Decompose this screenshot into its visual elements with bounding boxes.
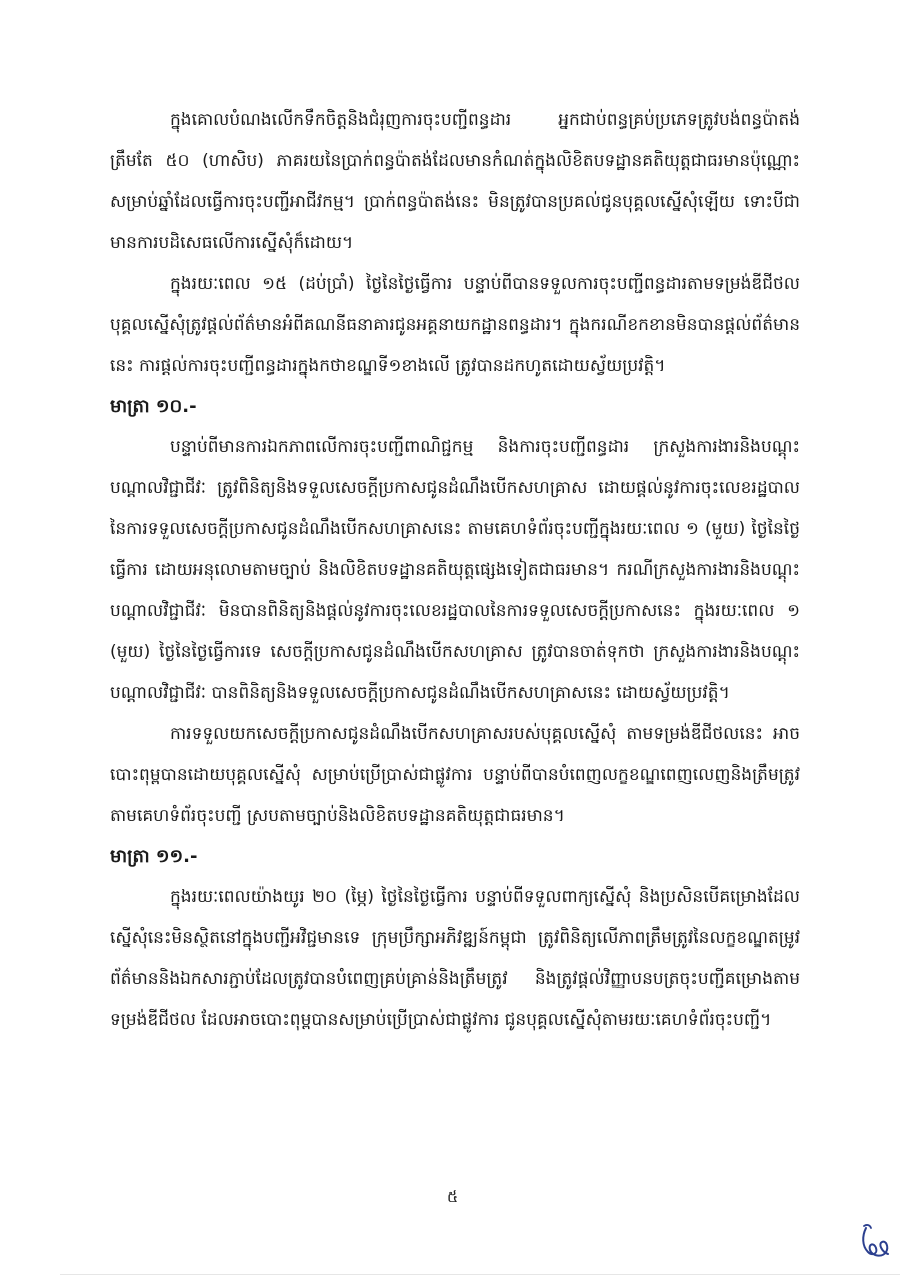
document-body xyxy=(110,100,800,1041)
paragraph-digital-print: ការទទួលយកសេចក្តីប្រកាសជូនដំណឹងបើកសហគ្រាសរបស់បុគ្គលស្នើសុំ តាមទម្រង់ឌីជីថលនេះ អាចបោះពុម្ពបានដោយបុគ្គលស្នើសុំ សម្រាប់ប្រើប្រាស់ជាផ្លូវការ បន្ទាប់ពីបានបំពេញលក្ខខណ្ឌពេញលេញនិងត្រឹមត្រូវតាមគេហទំព័រចុះបញ្ជី ស្របតាមច្បាប់និងលិខិតបទដ្ឋានគតិយុត្តជាធរមាន។ xyxy=(110,724,800,826)
handwritten-initials-icon xyxy=(858,1222,892,1262)
bottom-divider xyxy=(60,1274,900,1275)
article-10-heading: មាត្រា ១០.- xyxy=(110,396,197,417)
paragraph-tax-incentive: ក្នុងគោលបំណងលើកទឹកចិត្តនិងជំរុញការចុះបញ្ជីពន្ធដារ អ្នកជាប់ពន្ធគ្រប់ប្រភេទត្រូវបង់ពន្ធប៉ាតង់ត្រឹមតែ ៥០ (ហាសិប) ភាគរយនៃប្រាក់ពន្ធប៉ាតង់ដែលមានកំណត់ក្នុងលិខិតបទដ្ឋានគតិយុត្តជាធរមានប៉ុណ្ណោះ សម្រាប់ឆ្នាំដែលធ្វើការចុះបញ្ជីអាជីវកម្ម។ ប្រាក់ពន្ធប៉ាតង់នេះ មិនត្រូវបានប្រគល់ជូនបុគ្គលស្នើសុំឡើយ ទោះបីជាមានការបដិសេធលើការស្នើសុំក៏ដោយ។ xyxy=(110,110,800,253)
page-number: ៥ xyxy=(446,1187,459,1206)
paragraph-bank-account: ក្នុងរយៈពេល ១៥ (ដប់ប្រាំ) ថ្ងៃនៃថ្ងៃធ្វើការ បន្ទាប់ពីបានទទួលការចុះបញ្ជីពន្ធដារតាមទម្រង់ឌីជីថល បុគ្គលស្នើសុំត្រូវផ្តល់ព័ត៌មានអំពីគណនីធនាគារជូនអគ្គនាយកដ្ឋានពន្ធដារ។ ក្នុងករណីខកខានមិនបានផ្តល់ព័ត៌មាននេះ ការផ្តល់ការចុះបញ្ជីពន្ធដារក្នុងកថាខណ្ឌទី១ខាងលើ ត្រូវបានដកហូតដោយស្វ័យប្រវត្តិ។ xyxy=(110,274,800,376)
article-11-heading: មាត្រា ១១.- xyxy=(110,846,198,867)
paragraph-enterprise-declaration: បន្ទាប់ពីមានការឯកភាពលើការចុះបញ្ជីពាណិជ្ជកម្ម និងការចុះបញ្ជីពន្ធដារ ក្រសួងការងារនិងបណ្តុះបណ្តាលវិជ្ជាជីវៈ ត្រូវពិនិត្យនិងទទួលសេចក្តីប្រកាសជូនដំណឹងបើកសហគ្រាស ដោយផ្តល់នូវការចុះលេខរដ្ឋបាលនៃការទទួលសេចក្តីប្រកាសជូនដំណឹងបើកសហគ្រាសនេះ តាមគេហទំព័រចុះបញ្ជីក្នុងរយៈពេល ១ (មួយ) ថ្ងៃនៃថ្ងៃធ្វើការ ដោយអនុលោមតាមច្បាប់ និងលិខិតបទដ្ឋានគតិយុត្តផ្សេងទៀតជាធរមាន។ ករណីក្រសួងការងារនិងបណ្តុះបណ្តាលវិជ្ជាជីវៈ មិនបានពិនិត្យនិងផ្តល់នូវការចុះលេខរដ្ឋបាលនៃការទទួលសេចក្តីប្រកាសនេះ ក្នុងរយៈពេល ១ (មួយ) ថ្ងៃនៃថ្ងៃធ្វើការទេ សេចក្តីប្រកាសជូនដំណឹងបើកសហគ្រាស ត្រូវបានចាត់ទុកថា ក្រសួងការងារនិងបណ្តុះបណ្តាលវិជ្ជាជីវៈ បានពិនិត្យនិងទទួលសេចក្តីប្រកាសជូនដំណឹងបើកសហគ្រាសនេះ ដោយស្វ័យប្រវត្តិ។ xyxy=(110,437,800,703)
paragraph-cdc-review: ក្នុងរយៈពេលយ៉ាងយូរ ២០ (ម្ភៃ) ថ្ងៃនៃថ្ងៃធ្វើការ បន្ទាប់ពីទទួលពាក្យស្នើសុំ និងប្រសិនបើគម្រោងដែលស្នើសុំនេះមិនស្ថិតនៅក្នុងបញ្ជីអវិជ្ជមានទេ ក្រុមប្រឹក្សាអភិវឌ្ឍន៍កម្ពុជា ត្រូវពិនិត្យលើភាពត្រឹមត្រូវនៃលក្ខខណ្ឌតម្រូវព័ត៌មាននិងឯកសារភ្ជាប់ដែលត្រូវបានបំពេញគ្រប់គ្រាន់និងត្រឹមត្រូវ និងត្រូវផ្តល់វិញ្ញាបនបត្រចុះបញ្ជីគម្រោងតាមទម្រង់ឌីជីថល ដែលអាចបោះពុម្ពបានសម្រាប់ប្រើប្រាស់ជាផ្លូវការ ជូនបុគ្គលស្នើសុំតាមរយៈគេហទំព័រចុះបញ្ជី។ xyxy=(110,887,800,1030)
